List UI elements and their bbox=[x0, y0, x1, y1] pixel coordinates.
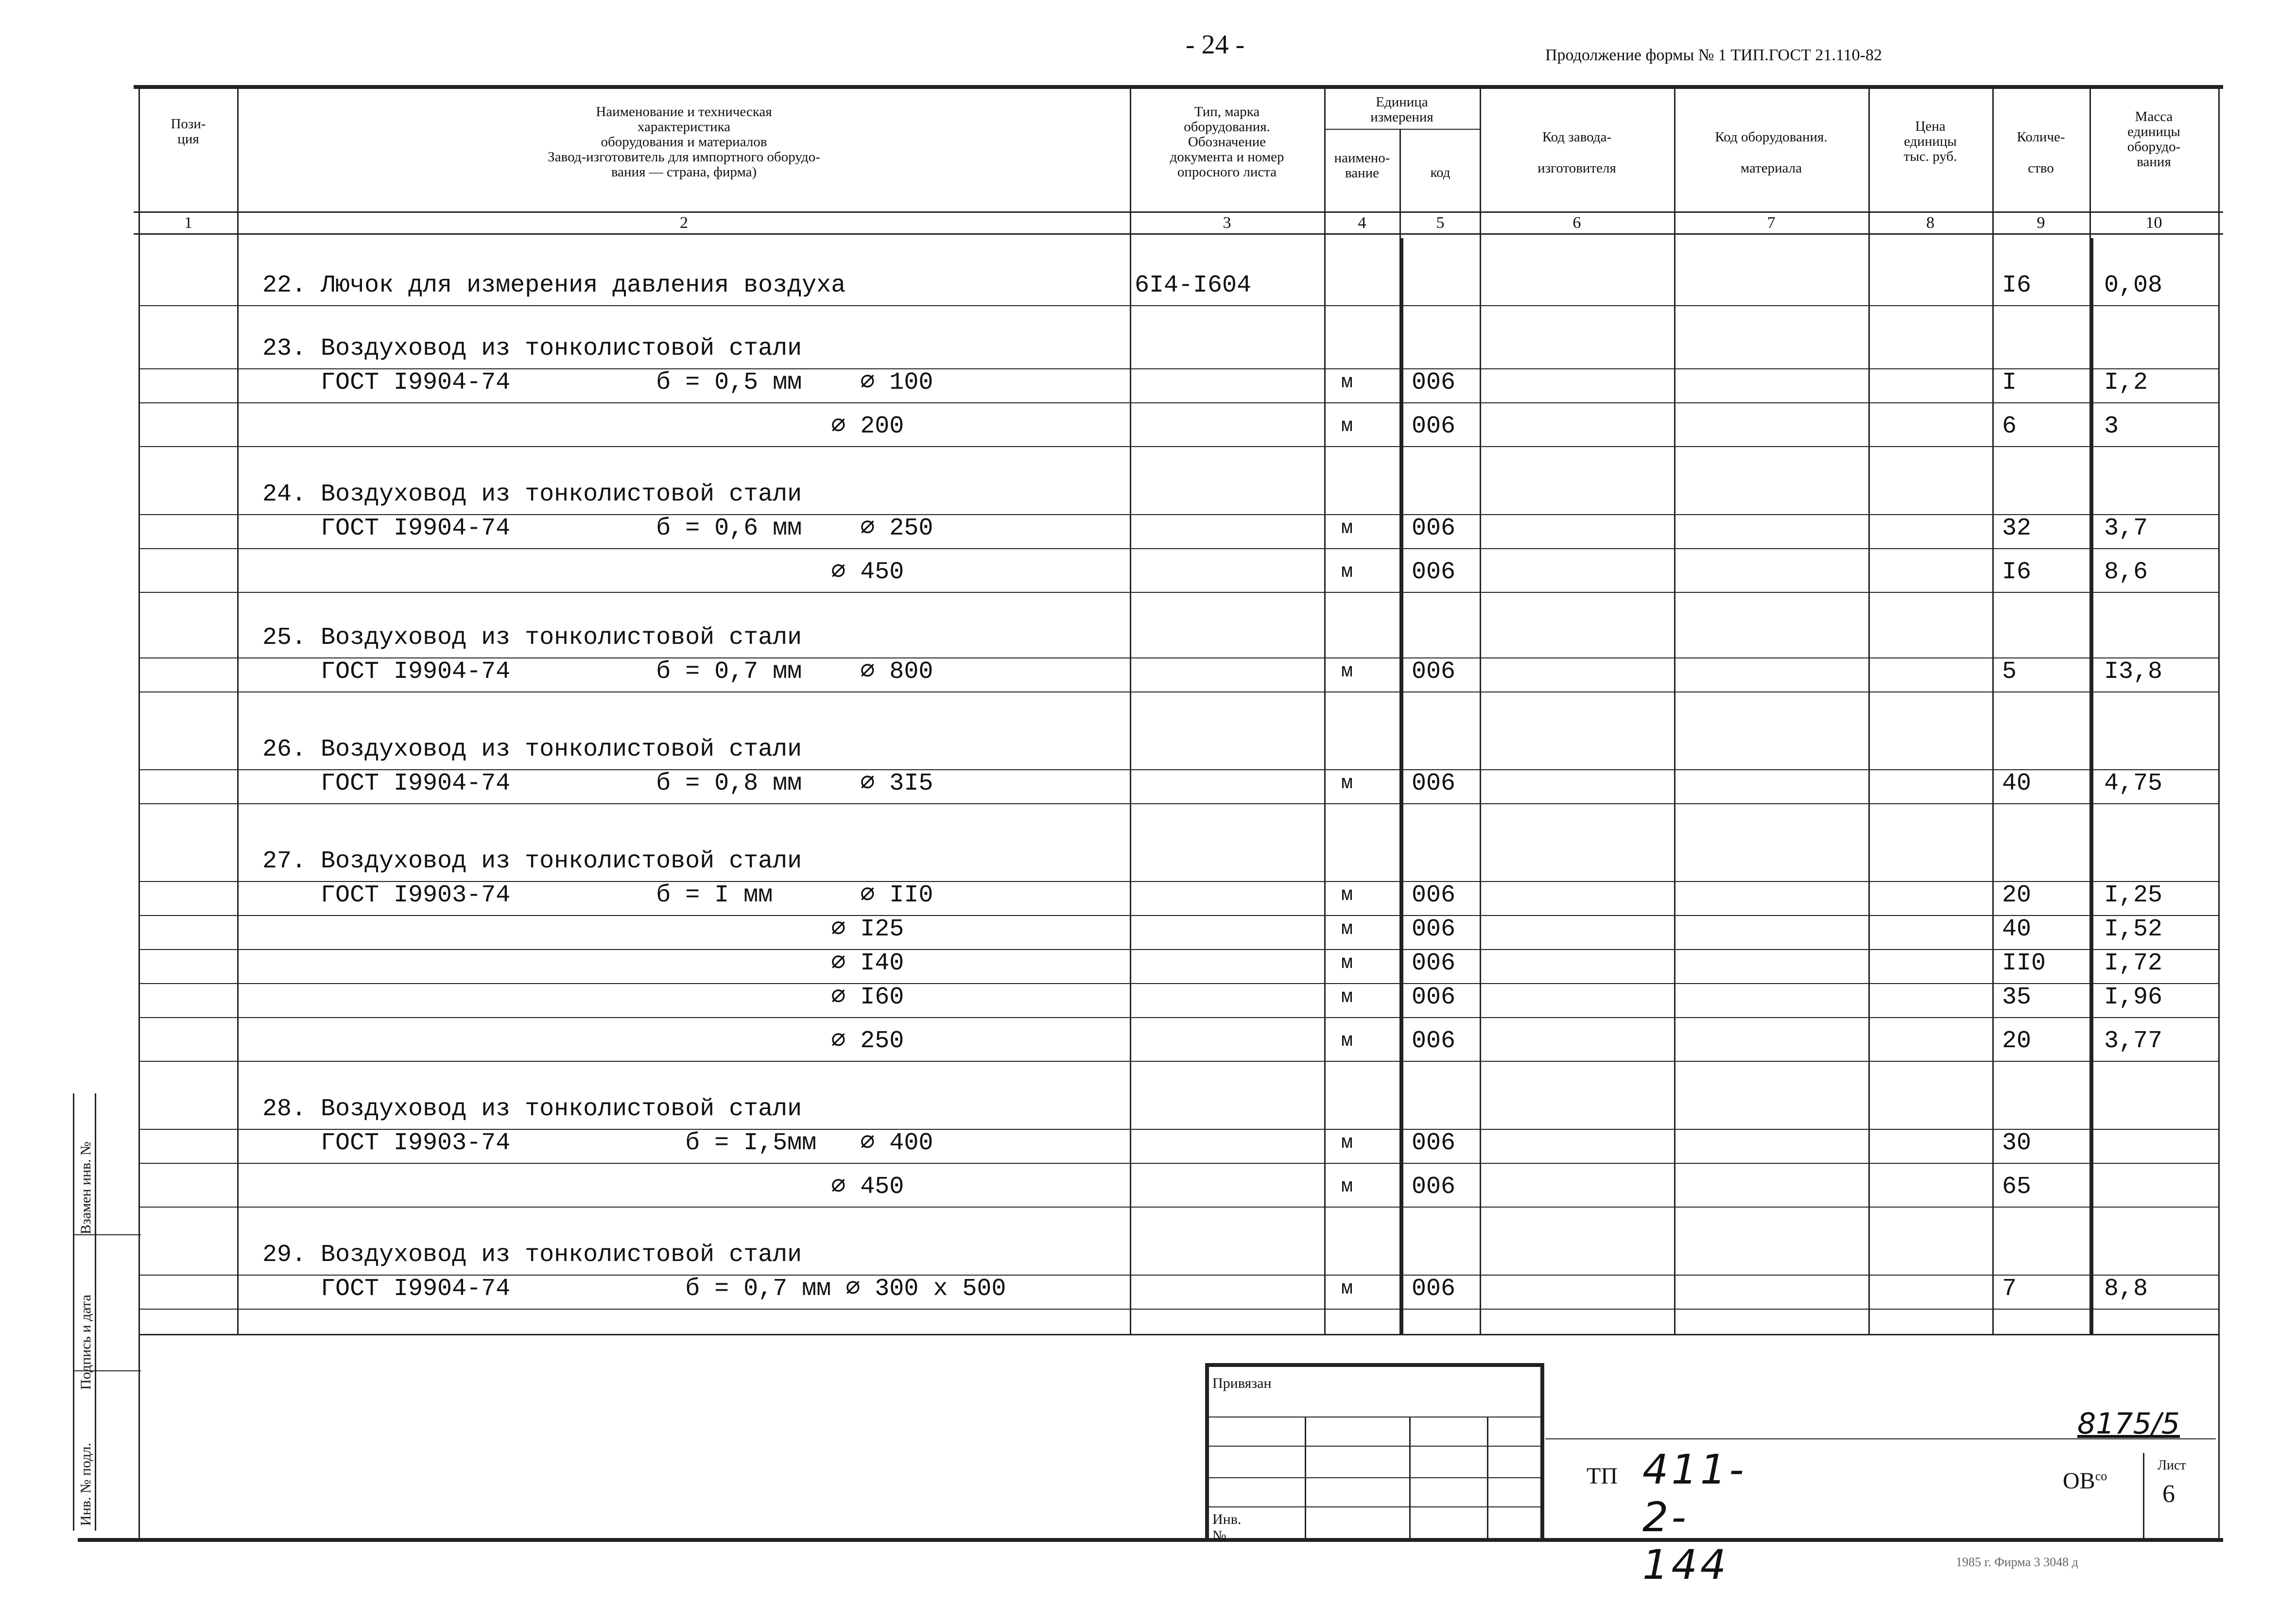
table-row bbox=[0, 413, 2296, 447]
cell-qty: 40 bbox=[2002, 916, 2032, 943]
cell-name: 26. Воздуховод из тонколистовой стали bbox=[262, 736, 802, 763]
table-row bbox=[0, 770, 2296, 804]
doc-mark bbox=[2063, 1468, 2107, 1494]
cell-qty: 30 bbox=[2002, 1130, 2032, 1157]
cell-code: 006 bbox=[1412, 1028, 1456, 1055]
doc-mark-main: ОВ bbox=[2063, 1468, 2095, 1494]
page-number: - 24 - bbox=[1186, 30, 1245, 60]
header-col-2: Наименование и техническая характеристика оборудования и материалов Завод-изготовитель для импортного оборудо- вания — страна, фирма) bbox=[548, 104, 820, 180]
col-num-8: 8 bbox=[1926, 214, 1934, 232]
table-row bbox=[0, 559, 2296, 593]
header-unit-group: Единица измерения bbox=[1370, 94, 1433, 125]
header-col-5: код bbox=[1430, 165, 1450, 180]
cell-qty: I6 bbox=[2002, 559, 2032, 586]
col-num-10: 10 bbox=[2145, 214, 2162, 232]
cell-name: ГОСТ I9903-74 б = I мм ∅ II0 bbox=[262, 882, 933, 909]
cell-mass: 0,08 bbox=[2104, 272, 2163, 299]
table-row bbox=[0, 984, 2296, 1018]
table-row bbox=[0, 481, 2296, 515]
form-note: Продолжение формы № 1 ТИП.ГОСТ 21.110-82 bbox=[1545, 46, 1882, 64]
col-num-7: 7 bbox=[1767, 214, 1776, 232]
cell-name: ∅ I40 bbox=[262, 950, 904, 977]
table-row bbox=[0, 1242, 2296, 1276]
sheet-label: Лист bbox=[2158, 1458, 2186, 1473]
cell-code: 006 bbox=[1412, 1130, 1456, 1157]
cell-name: ∅ 250 bbox=[262, 1028, 904, 1055]
cell-name: ∅ I60 bbox=[262, 984, 904, 1011]
table-row bbox=[0, 916, 2296, 950]
cell-mass: 3,7 bbox=[2104, 515, 2148, 542]
header-col-1: Пози- ция bbox=[171, 116, 206, 147]
doc-prefix: ТП bbox=[1587, 1463, 1618, 1489]
cell-mass: I,72 bbox=[2104, 950, 2163, 977]
cell-code: 006 bbox=[1412, 515, 1456, 542]
cell-unit: м bbox=[1341, 518, 1353, 539]
cell-code: 006 bbox=[1412, 1174, 1456, 1201]
table-row bbox=[0, 658, 2296, 692]
cell-code: 006 bbox=[1412, 770, 1456, 797]
cell-qty: 7 bbox=[2002, 1276, 2017, 1303]
cell-code: 006 bbox=[1412, 984, 1456, 1011]
cell-mass: 3 bbox=[2104, 413, 2119, 440]
cell-name: 25. Воздуховод из тонколистовой стали bbox=[262, 624, 802, 652]
cell-mass: 3,77 bbox=[2104, 1028, 2163, 1055]
doc-mark-sup: со bbox=[2095, 1469, 2107, 1483]
cell-unit: м bbox=[1341, 1030, 1353, 1052]
cell-qty: 35 bbox=[2002, 984, 2032, 1011]
cell-mass: 4,75 bbox=[2104, 770, 2163, 797]
stamp-inv-label: Инв. № bbox=[1212, 1511, 1242, 1544]
cell-unit: м bbox=[1341, 918, 1353, 940]
side-label-sign-date: Подпись и дата bbox=[78, 1295, 94, 1390]
cell-name: ∅ 200 bbox=[262, 413, 904, 440]
cell-unit: м bbox=[1341, 1278, 1353, 1300]
cell-qty: 40 bbox=[2002, 770, 2032, 797]
table-row bbox=[0, 736, 2296, 770]
cell-name: ГОСТ I9904-74 б = 0,5 мм ∅ 100 bbox=[262, 369, 933, 397]
cell-qty: I bbox=[2002, 369, 2017, 397]
cell-name: ГОСТ I9904-74 б = 0,7 мм ∅ 800 bbox=[262, 658, 933, 686]
cell-code: 006 bbox=[1412, 916, 1456, 943]
table-row bbox=[0, 515, 2296, 549]
header-col-6: Код завода- изготовителя bbox=[1537, 129, 1616, 176]
cell-unit: м bbox=[1341, 561, 1353, 583]
cell-name: ∅ I25 bbox=[262, 916, 904, 943]
cell-name: 28. Воздуховод из тонколистовой стали bbox=[262, 1096, 802, 1123]
cell-qty: 20 bbox=[2002, 1028, 2032, 1055]
col-num-6: 6 bbox=[1572, 214, 1581, 232]
cell-name: ГОСТ I9904-74 б = 0,8 мм ∅ 3I5 bbox=[262, 770, 933, 797]
header-col-7: Код оборудования. материала bbox=[1715, 129, 1828, 176]
cell-code: 006 bbox=[1412, 369, 1456, 397]
cell-mass: 8,8 bbox=[2104, 1276, 2148, 1303]
col-num-9: 9 bbox=[2037, 214, 2045, 232]
table-row bbox=[0, 882, 2296, 916]
col-num-2: 2 bbox=[680, 214, 688, 232]
cell-name: 27. Воздуховод из тонколистовой стали bbox=[262, 848, 802, 875]
table-row bbox=[0, 1096, 2296, 1130]
stamp-bound-label: Привязан bbox=[1212, 1375, 1272, 1391]
col-num-5: 5 bbox=[1436, 214, 1445, 232]
cell-mass: I,52 bbox=[2104, 916, 2163, 943]
cell-qty: I6 bbox=[2002, 272, 2032, 299]
cell-code: 006 bbox=[1412, 559, 1456, 586]
cell-mass: I,25 bbox=[2104, 882, 2163, 909]
cell-mass: 8,6 bbox=[2104, 559, 2148, 586]
cell-type: 6I4-I604 bbox=[1135, 272, 1252, 299]
header-col-10: Масса единицы оборудо- вания bbox=[2127, 109, 2181, 170]
cell-name: ∅ 450 bbox=[262, 1174, 904, 1201]
table-row bbox=[0, 1174, 2296, 1208]
table-row bbox=[0, 848, 2296, 882]
header-col-9: Количе- ство bbox=[2017, 129, 2065, 176]
cell-qty: 5 bbox=[2002, 658, 2017, 686]
cell-name: 24. Воздуховод из тонколистовой стали bbox=[262, 481, 802, 508]
table-row bbox=[0, 624, 2296, 658]
archive-number: 8175/5 bbox=[2077, 1407, 2180, 1441]
col-num-1: 1 bbox=[184, 214, 192, 232]
table-row bbox=[0, 1028, 2296, 1062]
cell-unit: м bbox=[1341, 415, 1353, 437]
side-label-replace-inv: Взамен инв. № bbox=[78, 1141, 94, 1234]
cell-name: 23. Воздуховод из тонколистовой стали bbox=[262, 335, 802, 363]
cell-unit: м bbox=[1341, 1132, 1353, 1154]
table-row bbox=[0, 272, 2296, 306]
doc-number: 411-2-144 bbox=[1642, 1446, 1747, 1589]
table-row bbox=[0, 1276, 2296, 1310]
cell-unit: м bbox=[1341, 661, 1353, 683]
cell-name: ГОСТ I9904-74 б = 0,6 мм ∅ 250 bbox=[262, 515, 933, 542]
footer-note: 1985 г. Фирма 3 3048 д bbox=[1956, 1555, 2078, 1569]
cell-code: 006 bbox=[1412, 882, 1456, 909]
cell-mass: I3,8 bbox=[2104, 658, 2163, 686]
side-label-inv-orig: Инв. № подл. bbox=[78, 1443, 94, 1526]
cell-unit: м bbox=[1341, 952, 1353, 974]
table-row bbox=[0, 950, 2296, 984]
cell-code: 006 bbox=[1412, 413, 1456, 440]
cell-code: 006 bbox=[1412, 1276, 1456, 1303]
header-col-8: Цена единицы тыс. руб. bbox=[1903, 119, 1957, 164]
col-num-4: 4 bbox=[1358, 214, 1366, 232]
cell-code: 006 bbox=[1412, 658, 1456, 686]
header-col-4: наимено- вание bbox=[1334, 150, 1390, 181]
cell-name: 22. Лючок для измерения давления воздуха bbox=[262, 272, 846, 299]
cell-name: 29. Воздуховод из тонколистовой стали bbox=[262, 1242, 802, 1269]
cell-qty: 32 bbox=[2002, 515, 2032, 542]
cell-name: ГОСТ I9903-74 б = I,5мм ∅ 400 bbox=[262, 1130, 933, 1157]
cell-unit: м bbox=[1341, 986, 1353, 1008]
table-row bbox=[0, 1130, 2296, 1164]
cell-unit: м bbox=[1341, 773, 1353, 795]
cell-qty: II0 bbox=[2002, 950, 2046, 977]
table-row bbox=[0, 369, 2296, 403]
cell-qty: 20 bbox=[2002, 882, 2032, 909]
cell-name: ГОСТ I9904-74 б = 0,7 мм ∅ 300 х 500 bbox=[262, 1276, 1006, 1303]
cell-mass: I,96 bbox=[2104, 984, 2163, 1011]
table-row bbox=[0, 335, 2296, 369]
cell-qty: 6 bbox=[2002, 413, 2017, 440]
cell-mass: I,2 bbox=[2104, 369, 2148, 397]
col-num-3: 3 bbox=[1223, 214, 1231, 232]
cell-code: 006 bbox=[1412, 950, 1456, 977]
sheet-number: 6 bbox=[2162, 1480, 2175, 1508]
cell-name: ∅ 450 bbox=[262, 559, 904, 586]
header-col-3: Тип, марка оборудования. Обозначение документа и номер опросного листа bbox=[1170, 104, 1284, 180]
cell-unit: м bbox=[1341, 884, 1353, 906]
cell-qty: 65 bbox=[2002, 1174, 2032, 1201]
cell-unit: м bbox=[1341, 1176, 1353, 1198]
cell-unit: м bbox=[1341, 372, 1353, 394]
